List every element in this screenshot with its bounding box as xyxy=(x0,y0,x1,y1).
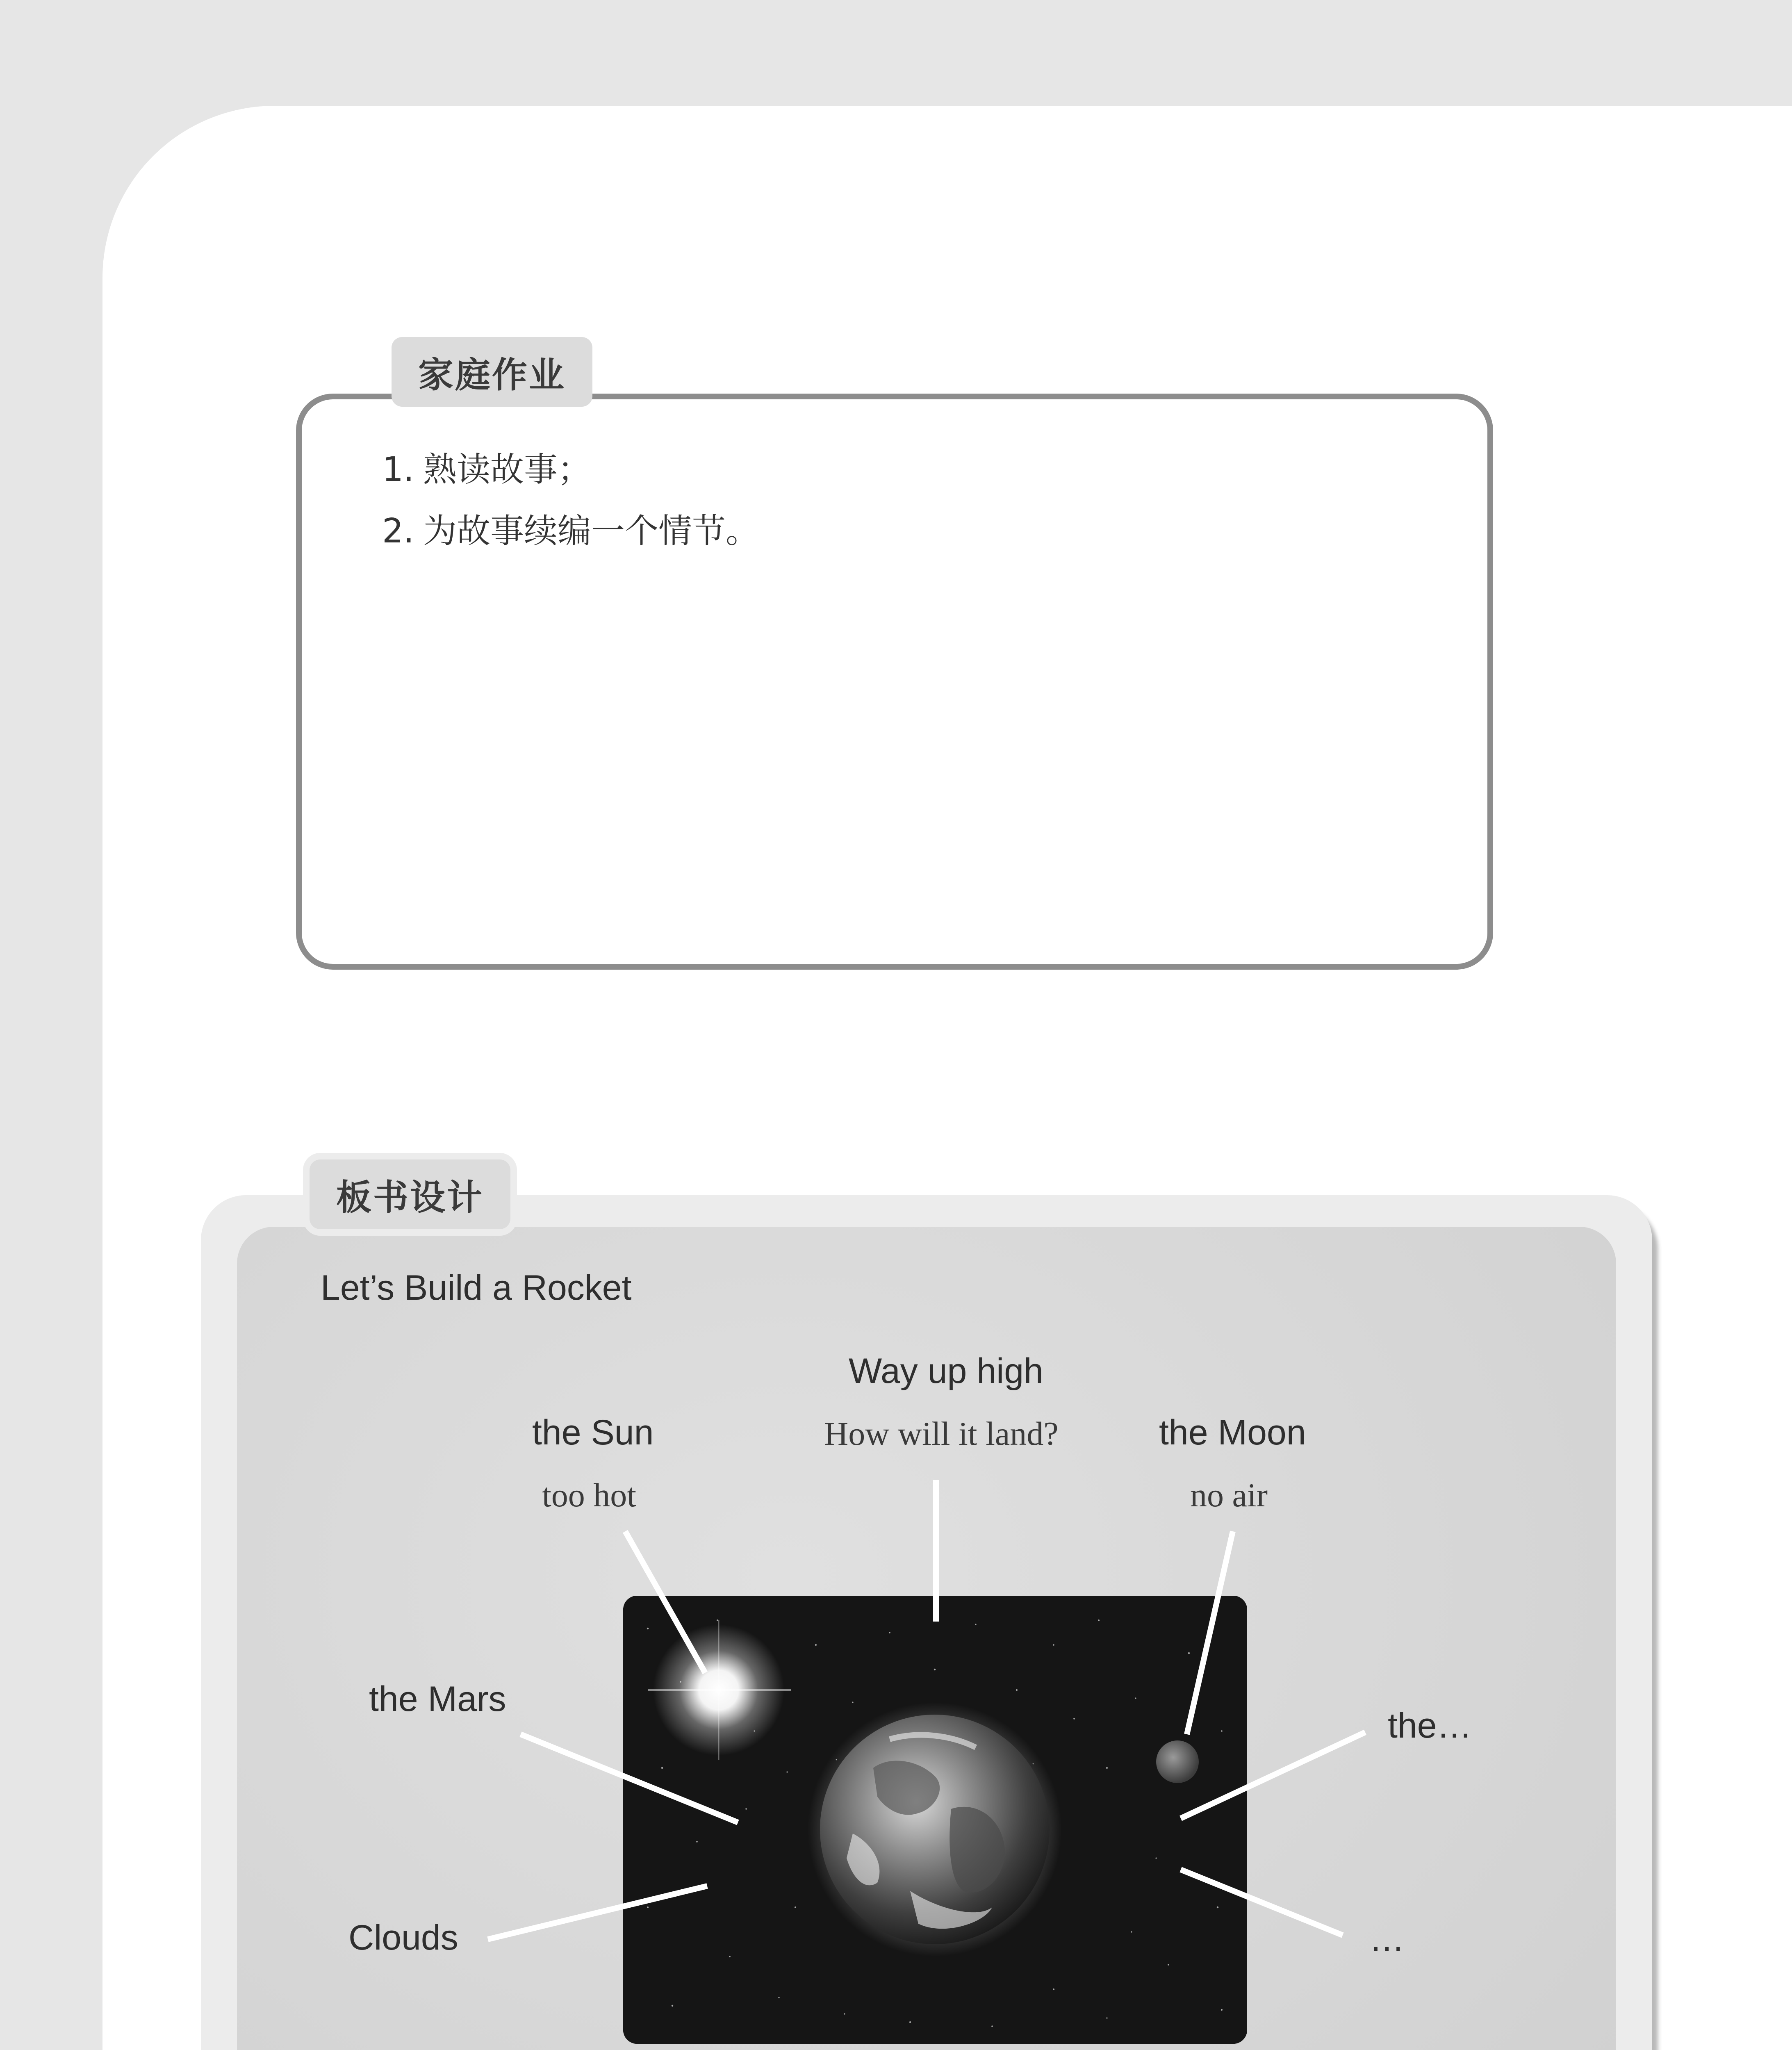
homework-item-number: 2. xyxy=(382,512,414,551)
mars-label: the Mars xyxy=(369,1679,506,1719)
sun-note: too hot xyxy=(542,1476,637,1514)
center-label: Way up high xyxy=(849,1351,1043,1391)
more-label: … xyxy=(1369,1919,1405,1959)
space-photo xyxy=(623,1596,1247,2044)
homework-item-text: 熟读故事； xyxy=(423,450,592,489)
earth-space-image xyxy=(623,1596,1247,2044)
moon-label: the Moon xyxy=(1159,1413,1306,1452)
homework-item-text: 为故事续编一个情节。 xyxy=(423,512,760,551)
clouds-label: Clouds xyxy=(348,1918,458,1957)
homework-item-1 xyxy=(382,443,591,491)
homework-item-2 xyxy=(382,504,759,552)
sun-label: the Sun xyxy=(532,1413,654,1452)
other-label: the… xyxy=(1388,1706,1472,1745)
homework-tab: 家庭作业 xyxy=(392,337,592,407)
board-title: Let’s Build a Rocket xyxy=(321,1268,632,1307)
moon-note: no air xyxy=(1190,1476,1268,1514)
board-tab: 板书设计 xyxy=(310,1159,510,1229)
center-question: How will it land? xyxy=(824,1415,1059,1452)
moon-image xyxy=(1156,1740,1199,1783)
homework-item-number: 1. xyxy=(382,450,414,489)
